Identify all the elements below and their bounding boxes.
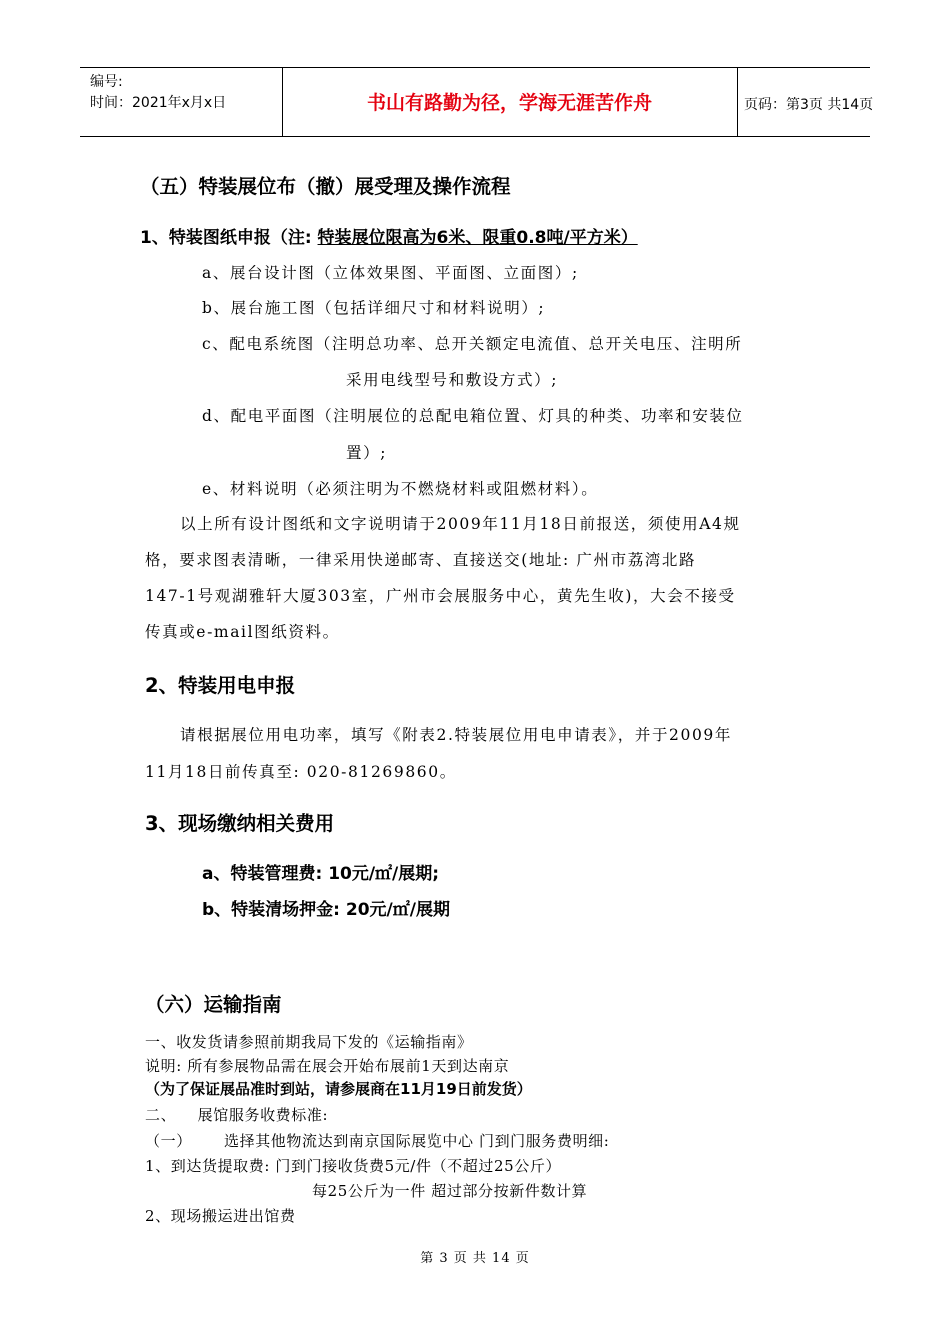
item1-line-d-cont: 置）; (346, 444, 388, 462)
item1-paragraph-line4: 传真或e-mail图纸资料。 (145, 623, 340, 641)
item1-heading-note: 特装展位限高为6米、限重0.8吨/平方米） (317, 228, 638, 248)
transport-line-3: 二、 展馆服务收费标准: (145, 1106, 329, 1124)
header-motto-cell (282, 68, 738, 136)
item1-paragraph-line2: 格，要求图表清晰，一律采用快递邮寄、直接送交(地址: 广州市荔湾北路 (145, 551, 697, 569)
header-page-info: 页码：第3页 共14页 (744, 97, 874, 113)
transport-bold-note: （为了保证展品准时到站，请参展商在11月19日前发货） (145, 1080, 532, 1098)
item1-paragraph-line3: 147-1号观湖雅轩大厦303室，广州市会展服务中心，黄先生收)，大会不接受 (145, 587, 736, 605)
page-footer: 第 3 页 共 14 页 (420, 1251, 530, 1266)
header-meta-cell (80, 68, 283, 136)
item3-heading: 3、现场缴纳相关费用 (145, 812, 335, 835)
header-motto: 书山有路勤为径，学海无涯苦作舟 (366, 92, 652, 114)
item1-line-e: e、材料说明（必须注明为不燃烧材料或阻燃材料）。 (202, 480, 599, 498)
section5-title: （五）特装展位布（撤）展受理及操作流程 (140, 175, 511, 198)
document-number-label: 编号: (90, 74, 123, 90)
item2-paragraph-line1: 请根据展位用电功率，填写《附表2.特装展位用电申请表》，并于2009年 (180, 726, 732, 744)
transport-line-4: （一） 选择其他物流达到南京国际展览中心 门到门服务费明细: (145, 1132, 610, 1150)
item2-heading: 2、特装用电申报 (145, 674, 296, 697)
transport-line-1: 一、收发货请参照前期我局下发的《运输指南》 (145, 1033, 473, 1051)
item1-line-a: a、展台设计图（立体效果图、平面图、立面图）; (202, 264, 579, 282)
transport-line-5: 1、到达货提取费: 门到门接收货费5元/件（不超过25公斤） (145, 1157, 562, 1175)
item1-line-d: d、配电平面图（注明展位的总配电箱位置、灯具的种类、功率和安装位 (202, 407, 744, 425)
item1-line-c: c、配电系统图（注明总功率、总开关额定电流值、总开关电压、注明所 (202, 335, 743, 353)
header-page-cell (737, 68, 874, 136)
item1-heading-prefix: 1、特装图纸申报（注: (140, 228, 318, 248)
fee-deposit: b、特装清场押金: 20元/㎡/展期 (202, 900, 450, 920)
document-date-label: 时间：2021年x月x日 (90, 95, 227, 111)
transport-line-2: 说明: 所有参展物品需在展会开始布展前1天到达南京 (145, 1057, 510, 1075)
item1-paragraph-line1: 以上所有设计图纸和文字说明请于2009年11月18日前报送，须使用A4规 (180, 515, 741, 533)
item1-line-b: b、展台施工图（包括详细尺寸和材料说明）; (202, 299, 546, 317)
section6-title: （六）运输指南 (145, 993, 282, 1016)
page-header (80, 67, 874, 137)
item1-line-c-cont: 采用电线型号和敷设方式）; (346, 371, 559, 389)
item2-paragraph-line2: 11月18日前传真至: 020-81269860。 (145, 763, 457, 781)
transport-line-6: 每25公斤为一件 超过部分按新件数计算 (312, 1182, 588, 1200)
fee-management: a、特装管理费: 10元/㎡/展期; (202, 864, 440, 884)
item1-heading (140, 223, 638, 248)
transport-line-7: 2、现场搬运进出馆费 (145, 1207, 296, 1225)
